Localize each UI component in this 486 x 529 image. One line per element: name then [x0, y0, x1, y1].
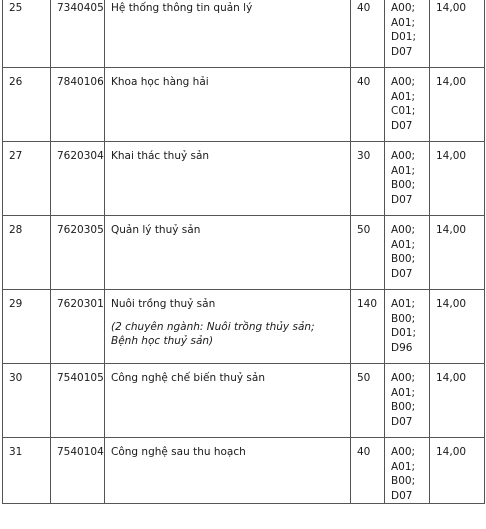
major-note: (2 chuyên ngành: Nuôi trồng thủy sản; Bệnh học thuỷ sản)	[111, 320, 315, 347]
subject-combo: B00;	[391, 475, 416, 487]
quota: 50	[351, 364, 385, 438]
subject-combo: D96	[391, 341, 413, 354]
major-name-cell	[105, 0, 351, 68]
table-body	[3, 0, 485, 504]
table-row	[3, 216, 485, 290]
subject-combo: A00;	[391, 224, 416, 236]
quota: 40	[351, 438, 385, 504]
subject-combos	[385, 438, 430, 504]
table-row	[3, 438, 485, 504]
subject-combo: A00;	[391, 76, 416, 88]
major-name: Hệ thống thông tin quản lý	[111, 2, 253, 14]
major-name: Công nghệ sau thu hoạch	[111, 446, 246, 458]
subject-combo: B00;	[391, 312, 416, 325]
quota: 30	[351, 142, 385, 216]
subject-combo: A01;	[391, 90, 416, 103]
subject-combo: D07	[391, 489, 413, 502]
subject-combo: C01;	[391, 105, 416, 117]
major-code: 7840106	[51, 68, 105, 142]
subject-combos	[385, 0, 430, 68]
quota: 140	[351, 290, 385, 364]
major-name-cell	[105, 290, 351, 364]
subject-combos	[385, 216, 430, 290]
row-number: 30	[3, 364, 51, 438]
major-code: 7540104	[51, 438, 105, 504]
subject-combo: B00;	[391, 253, 416, 265]
row-number: 28	[3, 216, 51, 290]
major-name: Quản lý thuỷ sản	[111, 224, 201, 236]
subject-combos	[385, 290, 430, 364]
minimum-score: 14,00	[430, 364, 485, 438]
minimum-score: 14,00	[430, 290, 485, 364]
subject-combo: D07	[391, 119, 413, 132]
subject-combo: A01;	[391, 298, 416, 310]
subject-combo: D07	[391, 193, 413, 206]
table-row	[3, 142, 485, 216]
major-code: 7620301	[51, 290, 105, 364]
minimum-score: 14,00	[430, 438, 485, 504]
subject-combo: A00;	[391, 150, 416, 162]
subject-combo: A01;	[391, 164, 416, 177]
major-name: Nuôi trồng thuỷ sản	[111, 298, 216, 310]
major-name: Công nghệ chế biến thuỷ sản	[111, 372, 265, 384]
subject-combo: D07	[391, 267, 413, 280]
major-code: 7620304	[51, 142, 105, 216]
table-row	[3, 290, 485, 364]
major-name-cell	[105, 438, 351, 504]
major-name-cell	[105, 68, 351, 142]
subject-combo: A01;	[391, 16, 416, 29]
subject-combo: D01;	[391, 327, 416, 339]
subject-combo: A01;	[391, 460, 416, 473]
subject-combo: D07	[391, 415, 413, 428]
subject-combos	[385, 142, 430, 216]
major-code: 7540105	[51, 364, 105, 438]
subject-combo: D01;	[391, 31, 416, 43]
quota: 40	[351, 0, 385, 68]
subject-combo: B00;	[391, 179, 416, 191]
table-row	[3, 364, 485, 438]
major-name-cell	[105, 142, 351, 216]
subject-combo: A00;	[391, 372, 416, 384]
subject-combo: A00;	[391, 446, 416, 458]
table-row	[3, 68, 485, 142]
minimum-score: 14,00	[430, 68, 485, 142]
subject-combo: D07	[391, 45, 413, 58]
subject-combo: B00;	[391, 401, 416, 413]
major-name-cell	[105, 216, 351, 290]
subject-combos	[385, 364, 430, 438]
major-name: Khai thác thuỷ sản	[111, 150, 210, 162]
minimum-score: 14,00	[430, 216, 485, 290]
major-code: 7620305	[51, 216, 105, 290]
major-name-cell	[105, 364, 351, 438]
quota: 40	[351, 68, 385, 142]
major-name: Khoa học hàng hải	[111, 76, 209, 88]
minimum-score: 14,00	[430, 0, 485, 68]
row-number: 29	[3, 290, 51, 364]
quota: 50	[351, 216, 385, 290]
subject-combo: A01;	[391, 386, 416, 399]
row-number: 25	[3, 0, 51, 68]
major-code: 7340405	[51, 0, 105, 68]
row-number: 26	[3, 68, 51, 142]
subject-combo: A01;	[391, 238, 416, 251]
subject-combo: A00;	[391, 2, 416, 14]
row-number: 31	[3, 438, 51, 504]
admission-table	[2, 0, 485, 504]
row-number: 27	[3, 142, 51, 216]
table-row	[3, 0, 485, 68]
subject-combos	[385, 68, 430, 142]
minimum-score: 14,00	[430, 142, 485, 216]
